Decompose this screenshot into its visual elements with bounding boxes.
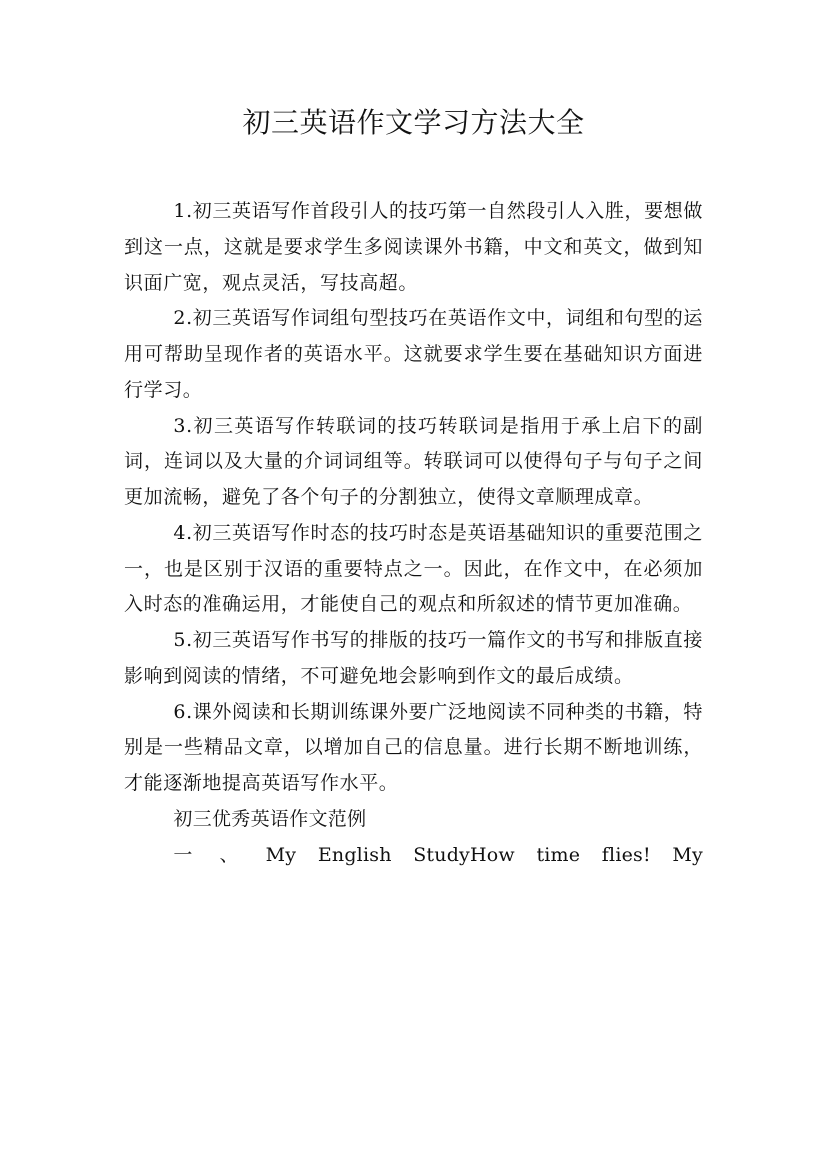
document-title: 初三英语作文学习方法大全 xyxy=(242,106,585,139)
section-heading: 初三优秀英语作文范例 xyxy=(173,807,367,830)
paragraph-1: 1.初三英语写作首段引人的技巧第一自然段引人入胜，要想做到这一点，这就是要求学生多阅读课外书籍，中文和英文，做到知识面广宽，观点灵活，写技高超。 xyxy=(124,200,703,294)
example-essay-first-line: 一 、 My English StudyHow time flies! My xyxy=(173,843,703,866)
paragraph-5: 5.初三英语写作书写的排版的技巧一篇作文的书写和排版直接影响到阅读的情绪，不可避免地会影响到作文的最后成绩。 xyxy=(124,629,703,687)
paragraph-4: 4.初三英语写作时态的技巧时态是英语基础知识的重要范围之一，也是区别于汉语的重要特点之一。因此，在作文中，在必须加入时态的准确运用，才能使自己的观点和所叙述的情节更加准确。 xyxy=(124,521,703,616)
paragraph-2: 2.初三英语写作词组句型技巧在英语作文中，词组和句型的运用可帮助呈现作者的英语水平。这就要求学生要在基础知识方面进行学习。 xyxy=(124,307,703,401)
paragraph-3: 3.初三英语写作转联词的技巧转联词是指用于承上启下的副词，连词以及大量的介词词组等。转联词可以使得句子与句子之间更加流畅，避免了各个句子的分割独立，使得文章顺理成章。 xyxy=(124,414,703,508)
document-body xyxy=(124,194,703,873)
paragraph-6: 6.课外阅读和长期训练课外要广泛地阅读不同种类的书籍，特别是一些精品文章，以增加自己的信息量。进行长期不断地训练，才能逐渐地提高英语写作水平。 xyxy=(124,700,703,794)
